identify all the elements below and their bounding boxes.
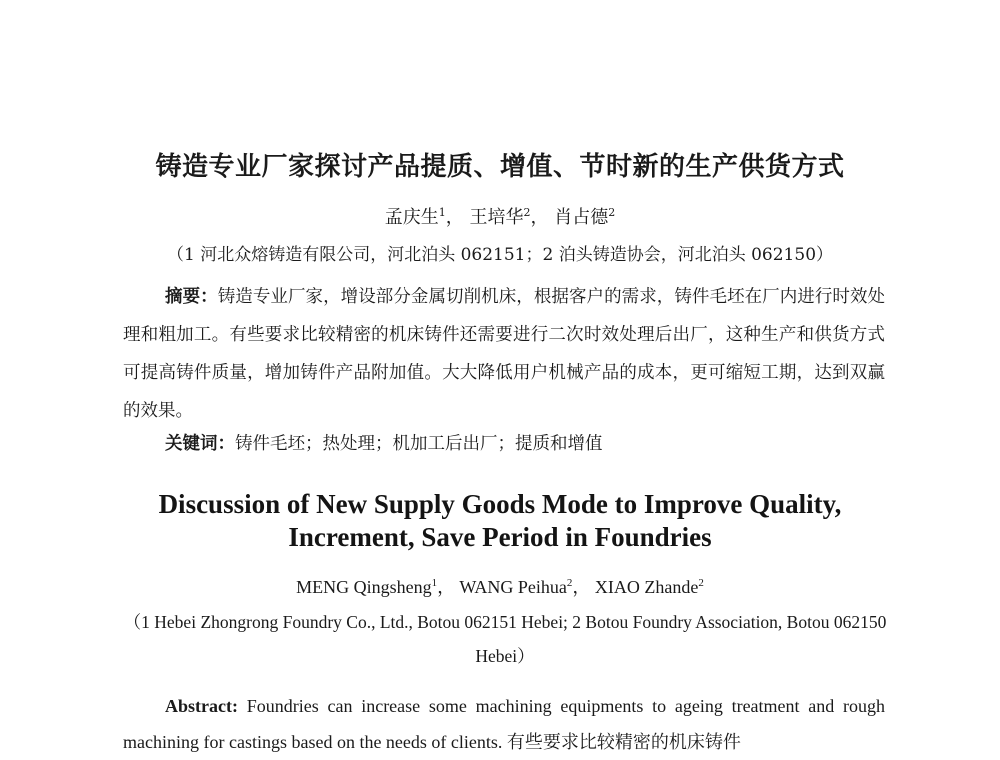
- chinese-abstract-label: 摘要：: [165, 287, 218, 307]
- author-name: 王培华: [469, 207, 524, 228]
- chinese-keywords-text: 铸件毛坯；热处理；机加工后出厂；提质和增值: [235, 434, 603, 454]
- author-affiliation-mark: 2: [566, 577, 573, 589]
- english-title: [0, 488, 1000, 554]
- author-name: XIAO Zhande: [594, 577, 699, 597]
- author-affiliation-mark: 1: [431, 577, 438, 589]
- chinese-title: 铸造专业厂家探讨产品提质、增值、节时新的生产供货方式: [155, 152, 845, 182]
- chinese-keywords: [165, 430, 603, 455]
- chinese-abstract-text: 铸造专业厂家，增设部分金属切削机床，根据客户的需求，铸件毛坯在厂内进行时效处理和粗加工。有些要求比较精密的机床铸件还需要进行二次时效处理后出厂，这种生产和供货方式可提高铸件质量，增加铸件产品附加值。大大降低用户机械产品的成本，更可缩短工期，达到双赢的效果。: [123, 287, 886, 421]
- chinese-authors: [0, 203, 1000, 229]
- english-abstract-label: Abstract:: [165, 696, 238, 716]
- author-name: MENG Qingsheng: [296, 577, 432, 597]
- author-separator: ，: [445, 207, 464, 228]
- english-title-line: Discussion of New Supply Goods Mode to Improve Quality,: [158, 489, 842, 519]
- chinese-abstract: [123, 278, 885, 430]
- author-separator: ，: [572, 577, 591, 597]
- author-separator: ，: [530, 207, 549, 228]
- author-affiliation-mark: 1: [438, 206, 446, 219]
- english-abstract: [123, 688, 885, 760]
- author-name: WANG Peihua: [459, 577, 567, 597]
- author-name: 肖占德: [554, 207, 609, 228]
- chinese-affiliation: （1 河北众熔铸造有限公司，河北泊头 062151；2 泊头铸造协会，河北泊头 062150）: [166, 245, 834, 265]
- english-abstract-text: Foundries can increase some machining equipments to ageing treatment and rough machining for castings based on the needs of clients. 有些要求比较精密的机床铸件: [123, 696, 886, 752]
- english-authors: [0, 573, 1000, 599]
- english-affiliation: （1 Hebei Zhongrong Foundry Co., Ltd., Botou 062151 Hebei; 2 Botou Foundry Association, Botou 062150 Hebei）: [123, 612, 887, 666]
- english-title-line: Increment, Save Period in Foundries: [288, 522, 712, 552]
- chinese-keywords-label: 关键词：: [165, 434, 235, 454]
- author-affiliation-mark: 2: [698, 577, 704, 589]
- author-name: 孟庆生: [384, 207, 439, 228]
- author-affiliation-mark: 2: [523, 206, 531, 219]
- author-separator: ，: [437, 577, 456, 597]
- author-affiliation-mark: 2: [608, 206, 616, 219]
